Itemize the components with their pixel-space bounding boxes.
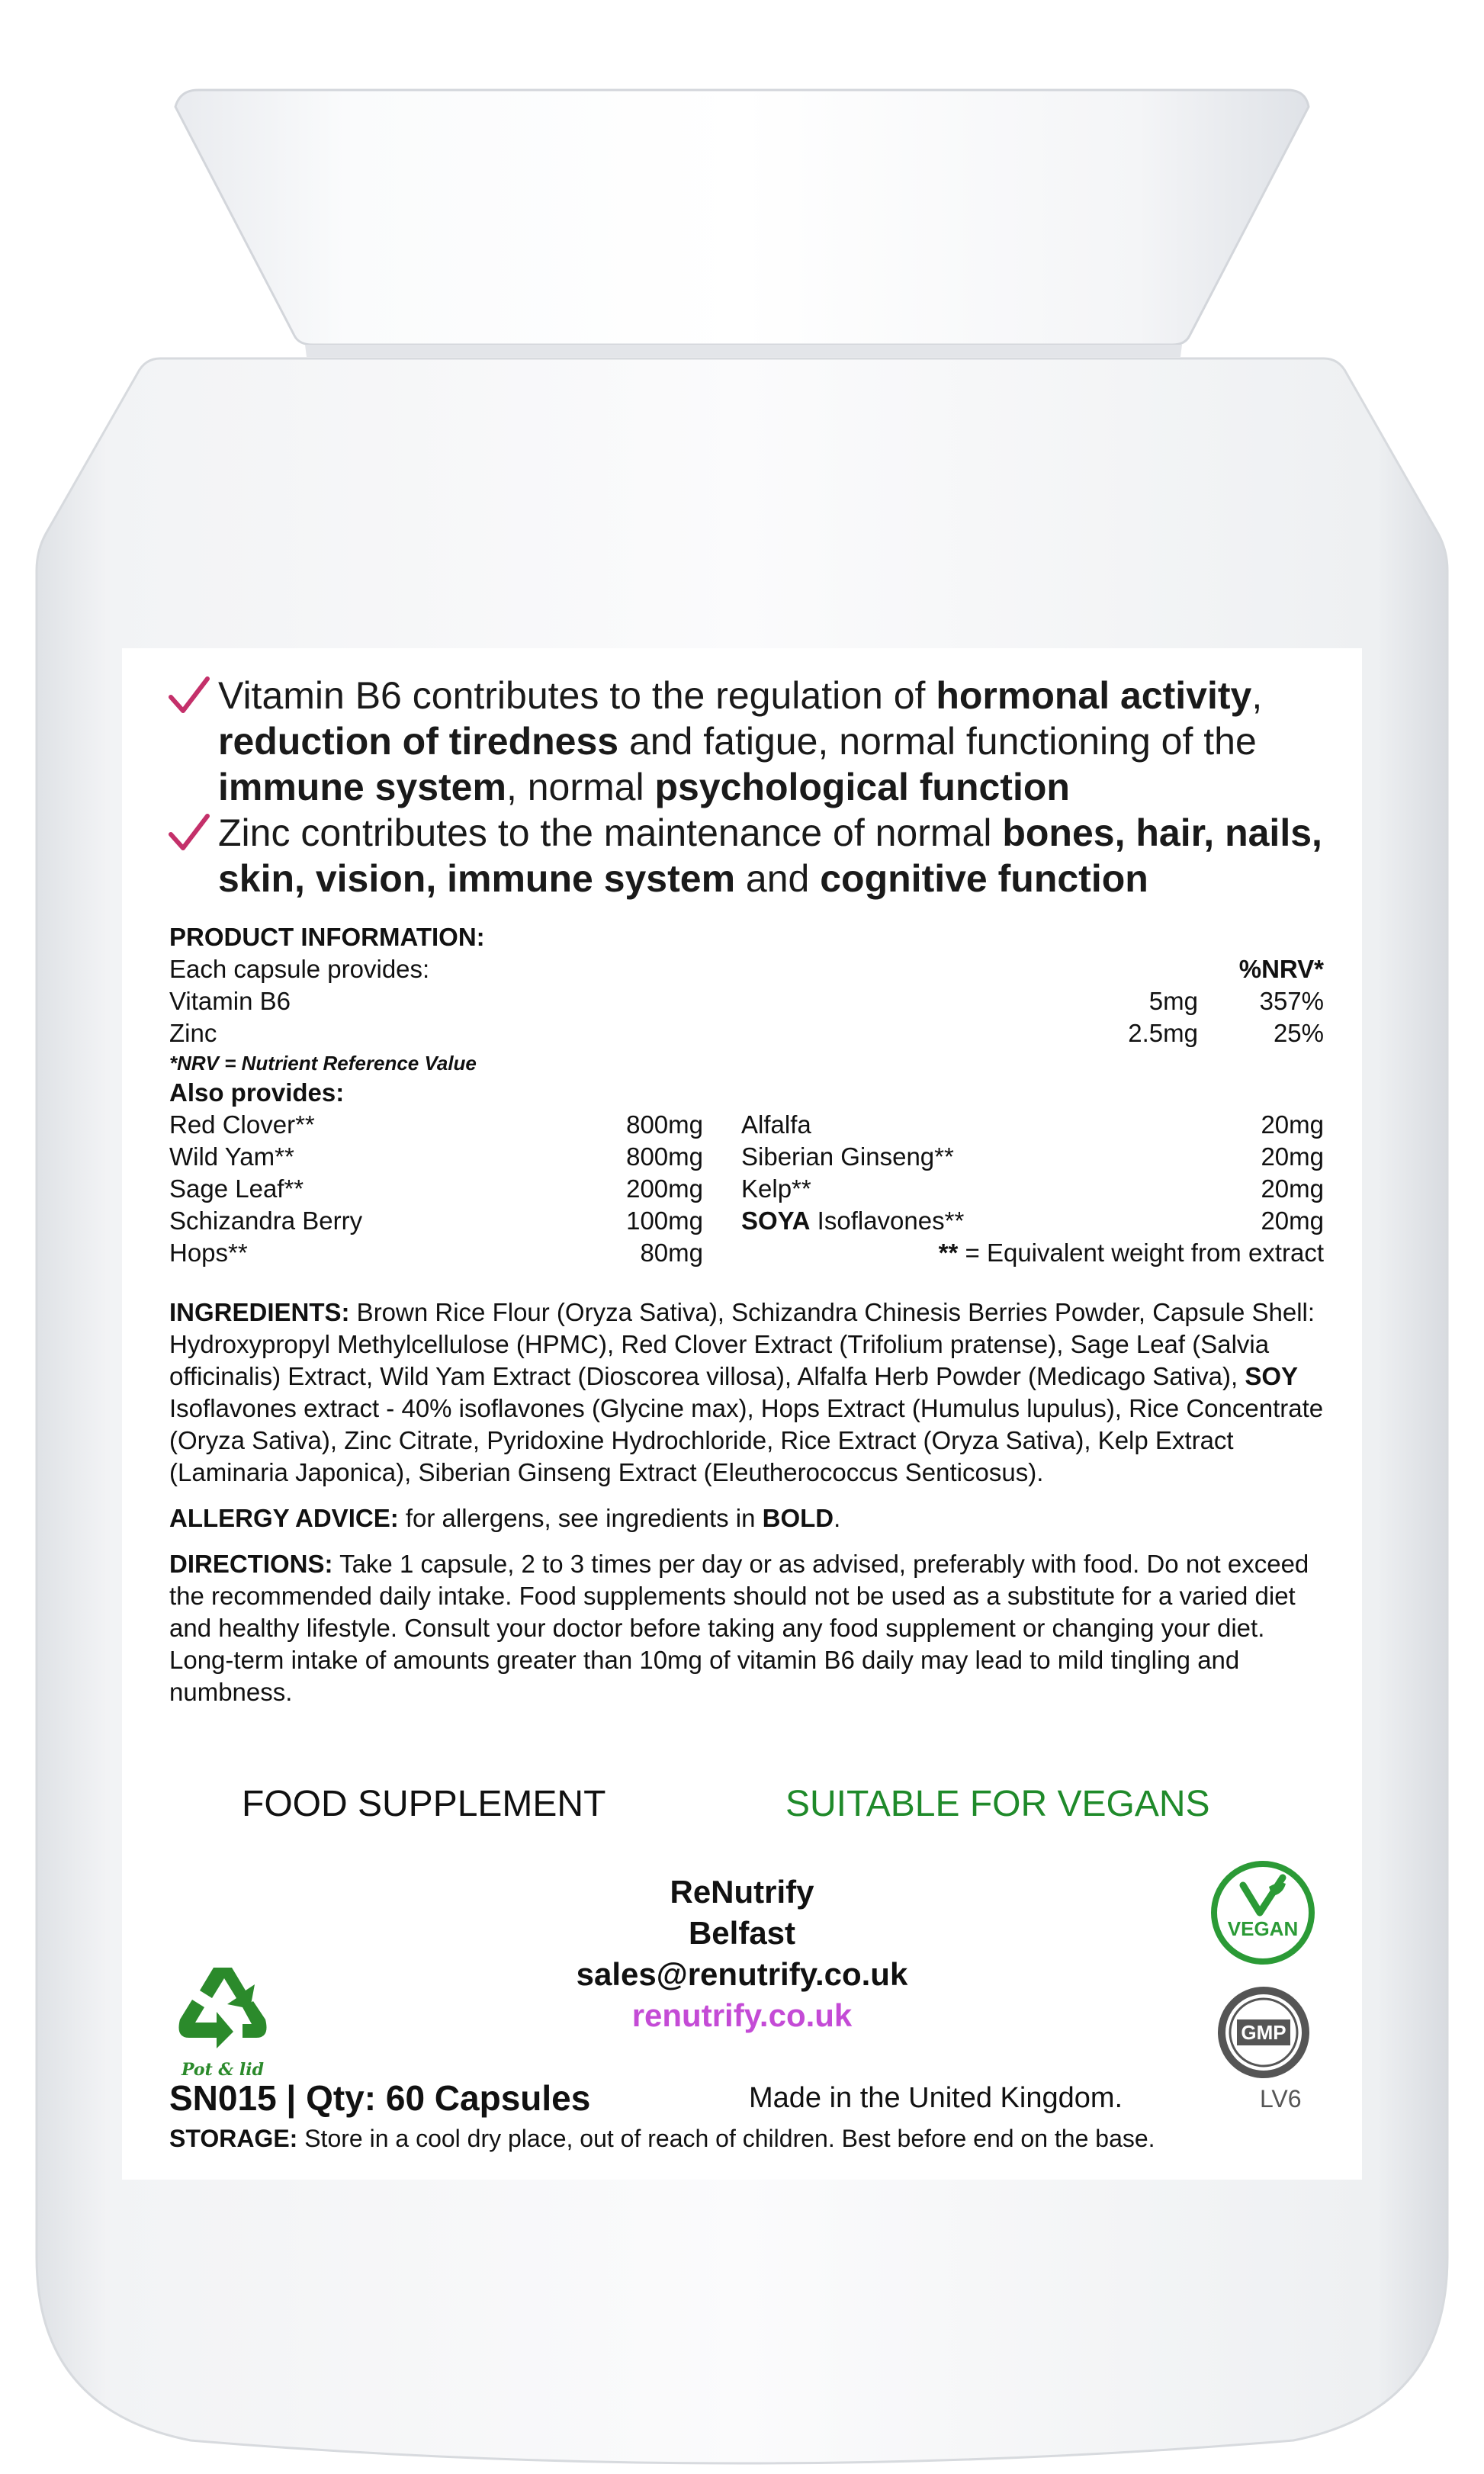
ingredients-section: INGREDIENTS: Brown Rice Flour (Oryza Sativa), Schizandra Chinesis Berries Powder, Capsule Shell: Hydroxypropyl Methylcellulose (HPMC), Red Clover Extract (Trifolium pratense), Sage Leaf (Salvia officinalis) Extract, Wild Yam Extract (Dioscorea villosa), Alfalfa Herb Powder (Medicago Sativa), SOY Isoflavones extract - 40% isoflavones (Glycine max), Hops Extract (Humulus lupulus), Rice Concentrate (Oryza Sativa), Zinc Citrate, Pyridoxine Hydrochloride, Rice Extract (Oryza Sativa), Kelp Extract (Laminaria Japonica), Siberian Ginseng Extract (Eleutherococcus Senticosus). (169, 1298, 1324, 1486)
company-website: renutrify.co.uk (631, 1997, 853, 2033)
ingredient-name: SOYA Isoflavones** (741, 1206, 965, 1235)
benefit-text (218, 811, 1322, 900)
ingredient-name: Kelp** (741, 1174, 811, 1203)
nutrient-name: Vitamin B6 (169, 987, 291, 1015)
product-label (122, 648, 1362, 2180)
ingredient-name: Hops** (169, 1239, 248, 1267)
nrv-note: *NRV = Nutrient Reference Value (169, 1052, 477, 1075)
also-provides-table (169, 1109, 1324, 1269)
soya-bold: SOYA (741, 1206, 811, 1235)
benefit-plain-text: , normal (506, 766, 655, 808)
ingredient-name: Wild Yam** (169, 1142, 294, 1171)
bottle-cap (175, 90, 1309, 345)
allergy-advice: ALLERGY ADVICE: for allergens, see ingredients in BOLD. (169, 1504, 841, 1532)
nutrient-nrv: 25% (1273, 1019, 1324, 1047)
company-name: ReNutrify (670, 1874, 814, 1910)
gmp-badge-text: GMP (1241, 2021, 1286, 2044)
benefit-plain-text: and fatigue, normal functioning of the (618, 720, 1257, 763)
ingredient-amount: 20mg (1261, 1142, 1324, 1171)
label-version: LV6 (1260, 2085, 1302, 2113)
nutrient-amount: 5mg (1148, 987, 1198, 1015)
benefit-plain-text: , (1251, 674, 1263, 717)
each-capsule-label: Each capsule provides: (169, 955, 430, 983)
ingredient-row (169, 1205, 703, 1237)
sku-quantity: SN015 | Qty: 60 Capsules (169, 2078, 591, 2118)
made-in-label: Made in the United Kingdom. (749, 2082, 1123, 2114)
ingredient-amount: 200mg (626, 1174, 703, 1203)
check-mark-icon (168, 676, 210, 718)
benefit-bold-text: psychological function (654, 766, 1070, 808)
ingredient-row (169, 1141, 703, 1173)
company-info (122, 1872, 1362, 2036)
vegan-badge (1209, 1859, 1316, 1966)
benefit-bold-text: immune system (218, 766, 506, 808)
benefit-plain-text: Zinc contributes to the maintenance of normal (218, 811, 1003, 854)
extract-note: ** = Equivalent weight from extract (938, 1239, 1324, 1267)
benefit-bold-text: reduction of tiredness (218, 720, 619, 763)
ingredient-row (741, 1205, 1324, 1237)
benefit-text (218, 674, 1262, 808)
product-information (169, 921, 1324, 1708)
gmp-badge (1214, 1983, 1313, 2082)
benefits-list (168, 673, 1327, 901)
company-email: sales@renutrify.co.uk (576, 1956, 908, 1992)
food-supplement-label: FOOD SUPPLEMENT (242, 1784, 606, 1824)
ingredient-amount: 20mg (1261, 1206, 1324, 1235)
ingredient-amount: 80mg (640, 1239, 703, 1267)
ingredient-row (741, 1141, 1324, 1173)
ingredient-name: Siberian Ginseng** (741, 1142, 954, 1171)
ingredient-name: Red Clover** (169, 1110, 315, 1139)
ingredient-amount: 20mg (1261, 1174, 1324, 1203)
ingredient-name: Alfalfa (741, 1110, 811, 1139)
ingredient-row (741, 1173, 1324, 1205)
ingredient-amount: 800mg (626, 1142, 703, 1171)
benefit-item-zinc (168, 810, 1327, 901)
nutrient-amount: 2.5mg (1128, 1019, 1198, 1047)
ingredient-row (169, 1237, 703, 1269)
ingredients-label: INGREDIENTS: (169, 1298, 350, 1326)
benefit-bold-text: cognitive function (820, 857, 1148, 900)
nutrient-row (169, 985, 1324, 1017)
directions: DIRECTIONS: Take 1 capsule, 2 to 3 times per day or as advised, preferably with food. Do not exceed the recommended daily intake. Food supplements should not be used as a substitute for a varied diet and healthy lifestyle. Consult your doctor before taking any food supplement or changing your diet. Long-term intake of amounts greater than 10mg of vitamin B6 daily may lead to mild tingling and numbness. (169, 1550, 1309, 1706)
suitable-for-vegans-label: SUITABLE FOR VEGANS (785, 1784, 1210, 1824)
storage-info: STORAGE: Store in a cool dry place, out of reach of children. Best before end on the base. (169, 2125, 1155, 2152)
benefit-bold-text: bones, hair, nails, skin, vision, immune system (218, 811, 1322, 900)
ingredient-amount: 800mg (626, 1110, 703, 1139)
recycle-icon (169, 1962, 276, 2061)
nutrient-name: Zinc (169, 1019, 217, 1047)
benefit-plain-text: Vitamin B6 contributes to the regulation of (218, 674, 936, 717)
ingredient-row (169, 1109, 703, 1141)
nrv-header: %NRV* (1238, 955, 1324, 983)
ingredient-name: Schizandra Berry (169, 1206, 363, 1235)
ingredient-amount: 100mg (626, 1206, 703, 1235)
recycle-symbol (169, 1962, 276, 2080)
ingredient-name: Sage Leaf** (169, 1174, 304, 1203)
ingredient-amount: 20mg (1261, 1110, 1324, 1139)
vegan-badge-text: VEGAN (1227, 1917, 1299, 1940)
pot-and-lid-note: Pot & lid (181, 2060, 265, 2080)
product-info-heading: PRODUCT INFORMATION: (169, 923, 485, 951)
benefit-item-vitamin-b6 (168, 673, 1327, 810)
nutrient-row (169, 1017, 1324, 1049)
ingredient-row (741, 1109, 1324, 1141)
nutrient-nrv: 357% (1259, 987, 1324, 1015)
also-provides-heading: Also provides: (169, 1078, 345, 1107)
ingredient-row (169, 1173, 703, 1205)
b6-warning: Long-term intake of amounts greater than 10mg of vitamin B6 daily may lead to mild tingling and numbness. (169, 1646, 1240, 1706)
benefit-bold-text: hormonal activity (936, 674, 1252, 717)
benefit-plain-text: and (735, 857, 821, 900)
check-mark-icon (168, 813, 210, 856)
company-city: Belfast (688, 1915, 796, 1951)
